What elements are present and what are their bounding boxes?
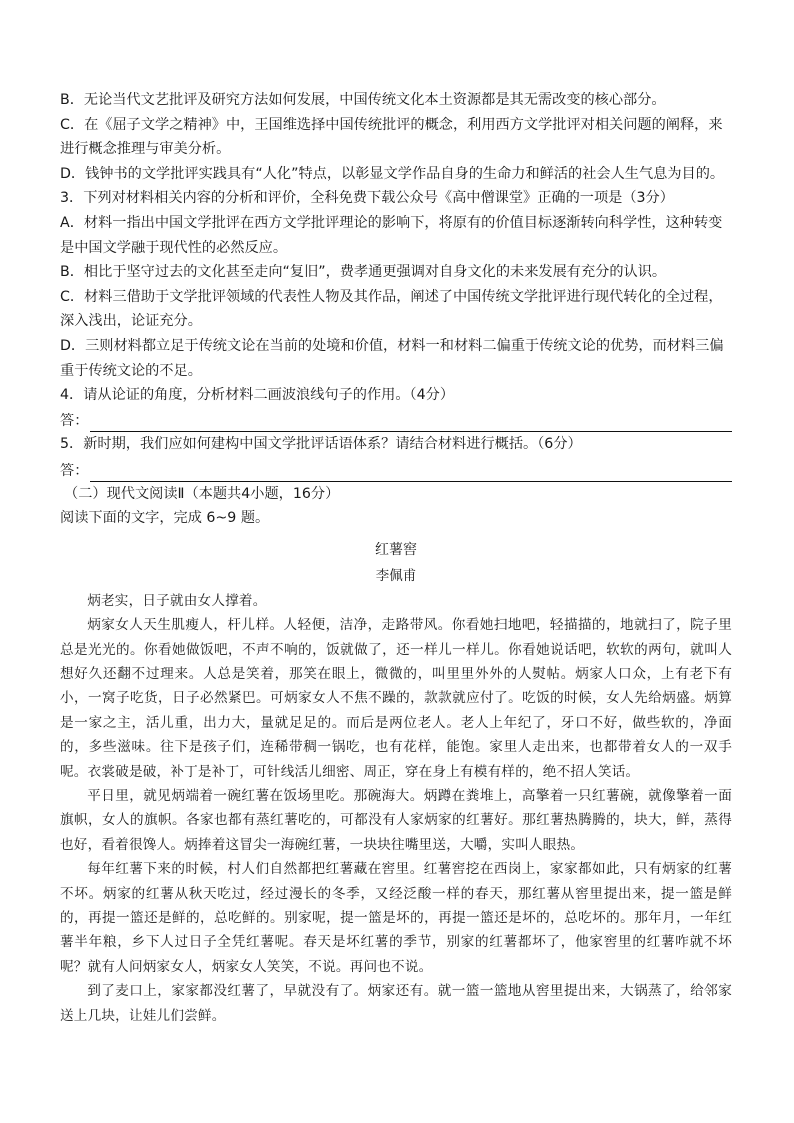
q3-option-d: D．三则材料都立足于传统文论在当前的处境和价值，材料一和材料二偏重于传统文论的优势，而材料三偏重于传统文论的不足。 — [60, 337, 724, 379]
q4-answer-rule — [90, 416, 732, 432]
story-title: 红薯窖 — [375, 541, 417, 558]
story-author: 李佩甫 — [375, 567, 417, 584]
exam-page — [60, 88, 732, 1028]
story-body — [60, 589, 732, 1028]
q3-option-a: A．材料一指出中国文学批评在西方文学批评理论的影响下，将原有的价值目标逐渐转向科学性，这种转变是中国文学融于现代性的必然反应。 — [60, 214, 723, 256]
q5-answer-label: 答： — [60, 462, 89, 479]
story-paragraph: 炳家女人天生肌瘦人，杆儿样。人轻便，洁净，走路带风。你看她扫地吧，轻描描的，地就扫了，院子里总是光光的。你看她做饭吧，不声不响的，饭就做了，还一样儿一样儿。你看她说话吧，软软的两句，就叫人想好久还翻不过理来。人总是笑着，那笑在眼上，微微的，叫里里外外的人熨帖。炳家人口众，上有老下有小，一窝子吃货，日子必然紧巴。可炳家女人不焦不躁的，款款就应付了。吃饭的时候，女人先给炳盛。炳算是一家之主，活儿重，出力大，量就足足的。而后是两位老人。老人上年纪了，牙口不好，做些软的，净面的，多些滋味。往下是孩子们，连稀带稠一锅吃，也有花样，能饱。家里人走出来，也都带着女人的一双手呢。衣裳破是破，补丁是补丁，可针线活儿细密、周正，穿在身上有模有样的，绝不招人笑话。 — [60, 617, 732, 780]
q3-option-c: C．材料三借助于文学批评领域的代表性人物及其作品，阐述了中国传统文学批评进行现代转化的全过程，深入浅出，论证充分。 — [60, 288, 723, 330]
section-instruction: 阅读下面的文字，完成 6~9 题。 — [60, 510, 270, 527]
q5-answer-rule — [90, 466, 732, 482]
q2-option-c: C．在《屈子文学之精神》中，王国维选择中国传统批评的概念，利用西方文学批评对相关问题的阐释，来进行概念推理与审美分析。 — [60, 116, 723, 158]
q3-option-b: B．相比于坚守过去的文化甚至走向“复旧”，费孝通更强调对自身文化的未来发展有充分的认识。 — [60, 264, 667, 281]
q5-answer-line[interactable] — [60, 457, 732, 482]
q3-stem: 3．下列对材料相关内容的分析和评价，全科免费下载公众号《高中僧课堂》正确的一项是（3分） — [60, 190, 674, 207]
story-paragraph: 平日里，就见炳端着一碗红薯在饭场里吃。那碗海大。炳蹲在粪堆上，高擎着一只红薯碗，就像擎着一面旗帜，女人的旗帜。各家也都有蒸红薯吃的，可都没有人家炳家的红薯好。那红薯热腾腾的，块大，鲜，蒸得也好，看着很馋人。炳捧着这冒尖一海碗红薯，一块块往嘴里送，大嚼，实叫人眼热。 — [60, 787, 732, 853]
story-paragraph: 炳老实，日子就由女人撑着。 — [87, 592, 267, 609]
q4-answer-line[interactable] — [60, 408, 732, 433]
q2-option-d: D．钱钟书的文学批评实践具有“人化”特点，以彰显文学作品自身的生命力和鲜活的社会人生气息为目的。 — [60, 165, 725, 182]
section-heading: （二）现代文阅读Ⅱ（本题共4小题，16分） — [64, 485, 340, 502]
q4-stem: 4．请从论证的角度，分析材料二画波浪线句子的作用。（4分） — [60, 387, 455, 404]
story-paragraph: 每年红薯下来的时候，村人们自然都把红薯藏在窖里。红薯窖挖在西岗上，家家都如此，只有炳家的红薯不坏。炳家的红薯从秋天吃过，经过漫长的冬季，又经泛酸一样的春天，那红薯从窖里提出来，提一篮是鲜的，再提一篮还是鲜的，总吃鲜的。别家呢，提一篮是坏的，再提一篮还是坏的，总吃坏的。那年月，一年红薯半年粮，乡下人过日子全凭红薯呢。春天是坏红薯的季节，别家的红薯都坏了，他家窖里的红薯咋就不坏呢？就有人问炳家女人，炳家女人笑笑，不说。再问也不说。 — [60, 861, 732, 975]
q4-answer-label: 答： — [60, 413, 89, 430]
story-paragraph: 到了麦口上，家家都没红薯了，早就没有了。炳家还有。就一篮一篮地从窖里提出来，大锅蒸了，给邻家送上几块，让娃儿们尝鲜。 — [60, 983, 732, 1024]
q2-option-b: B．无论当代文艺批评及研究方法如何发展，中国传统文化本土资源都是其无需改变的核心部分。 — [60, 92, 666, 108]
q5-stem: 5．新时期，我们应如何建构中国文学批评话语体系？请结合材料进行概括。（6分） — [60, 436, 582, 453]
